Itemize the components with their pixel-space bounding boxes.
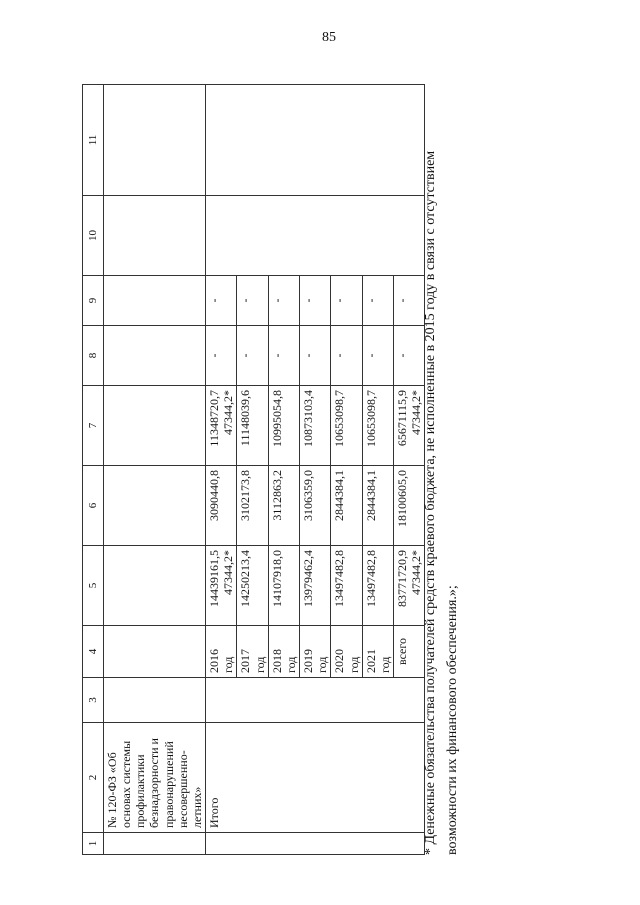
value-cell: -: [268, 326, 299, 386]
value-cell: 13497482,8: [331, 546, 362, 626]
header-cell: 4: [83, 626, 104, 678]
year-cell: 2018 год: [268, 626, 299, 678]
value-cell: 3106359,0: [300, 466, 331, 546]
value-cell: 13979462,4: [300, 546, 331, 626]
value-cell: 10653098,7: [362, 386, 393, 466]
value-cell: -: [393, 276, 424, 326]
header-cell: 6: [83, 466, 104, 546]
value-cell: 2844384,1: [331, 466, 362, 546]
value-cell: -: [300, 326, 331, 386]
year-cell: 2017 год: [237, 626, 268, 678]
value-cell: 2844384,1: [362, 466, 393, 546]
year-cell: 2019 год: [300, 626, 331, 678]
law-row: [104, 85, 206, 855]
value-cell: 10653098,7: [331, 386, 362, 466]
value-cell: 14107918,0: [268, 546, 299, 626]
header-cell: 9: [83, 276, 104, 326]
value-cell: -: [206, 276, 237, 326]
value-cell: 13497482,8: [362, 546, 393, 626]
header-cell: 10: [83, 196, 104, 276]
value-cell: 3102173,8: [237, 466, 268, 546]
value-cell: 83771720,9 47344,2*: [393, 546, 424, 626]
value-cell: 3112863,2: [268, 466, 299, 546]
header-cell: 8: [83, 326, 104, 386]
value-cell: 18100605,0: [393, 466, 424, 546]
footnote: * Денежные обязательства получателей средств краевого бюджета, не исполненные в 2015 году в связи с отсутствием возможности их финансового обеспечения.»;: [423, 150, 460, 855]
year-cell: 2021 год: [362, 626, 393, 678]
header-cell: 2: [83, 723, 104, 833]
value-cell: -: [362, 276, 393, 326]
total-label: Итого: [206, 723, 425, 833]
value-cell: -: [393, 326, 424, 386]
value-cell: 14439161,5 47344,2*: [206, 546, 237, 626]
value-cell: -: [237, 276, 268, 326]
value-cell: -: [268, 276, 299, 326]
value-cell: -: [237, 326, 268, 386]
value-cell: 11148039,6: [237, 386, 268, 466]
value-cell: -: [331, 276, 362, 326]
value-cell: 10873103,4: [300, 386, 331, 466]
value-cell: -: [300, 276, 331, 326]
value-cell: 10995054,8: [268, 386, 299, 466]
value-cell: 3090440,8: [206, 466, 237, 546]
value-cell: -: [331, 326, 362, 386]
value-cell: 11348720,7 47344,2*: [206, 386, 237, 466]
header-cell: 3: [83, 678, 104, 723]
header-cell: 1: [83, 833, 104, 855]
law-text: № 120-ФЗ «Об основах системы профилактики безнадзорности и правонарушений несовершенно-летних»: [104, 723, 206, 833]
value-cell: 65671115,9 47344,2*: [393, 386, 424, 466]
year-cell: 2016 год: [206, 626, 237, 678]
header-row: [83, 85, 104, 855]
table-row: [206, 85, 237, 855]
budget-table: [82, 84, 425, 855]
page-number: 85: [322, 30, 336, 45]
value-cell: 14250213,4: [237, 546, 268, 626]
header-cell: 11: [83, 85, 104, 196]
header-cell: 7: [83, 386, 104, 466]
year-cell: 2020 год: [331, 626, 362, 678]
value-cell: -: [362, 326, 393, 386]
rotated-content: [82, 85, 460, 855]
value-cell: -: [206, 326, 237, 386]
header-cell: 5: [83, 546, 104, 626]
year-cell: всего: [393, 626, 424, 678]
